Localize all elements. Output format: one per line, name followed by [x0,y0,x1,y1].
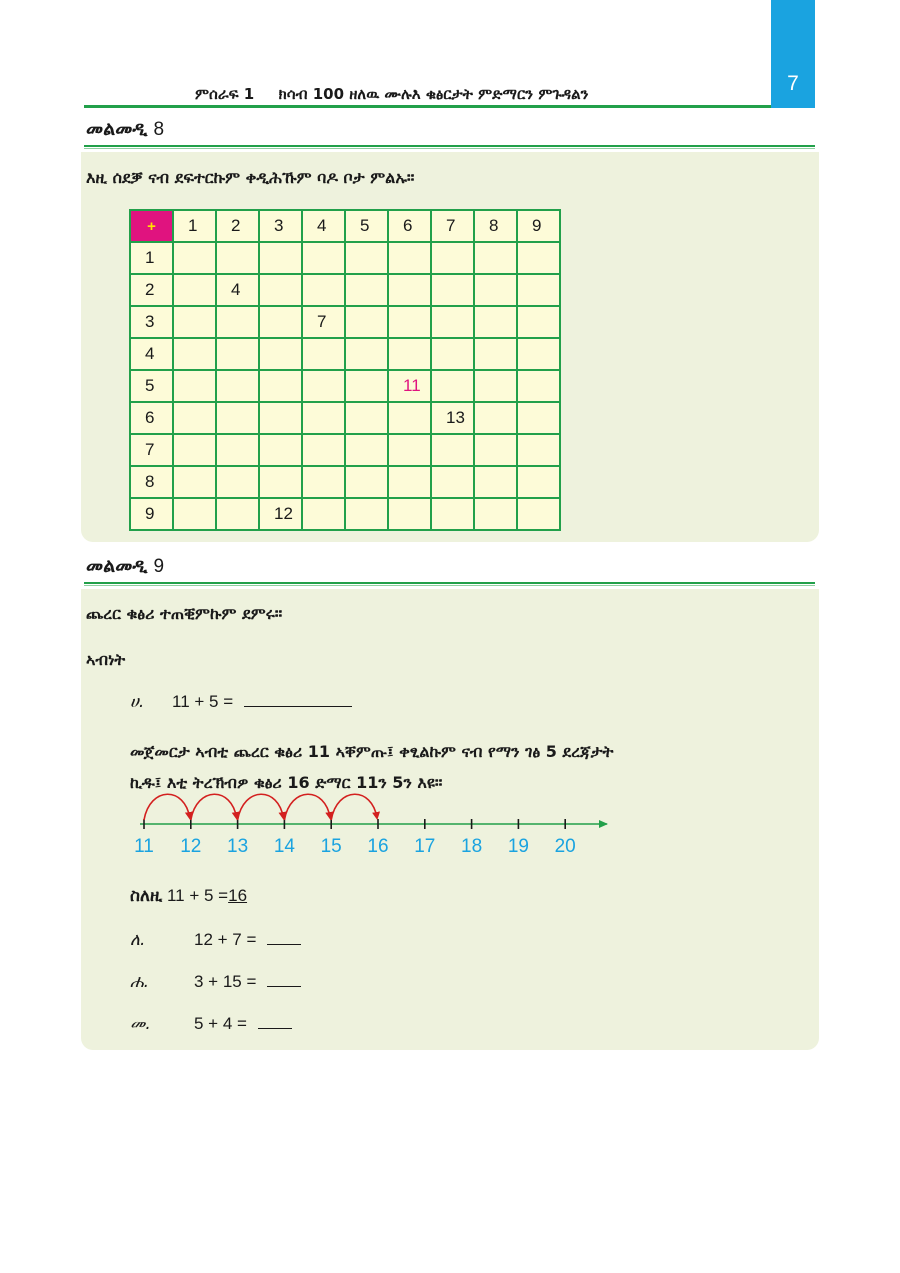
table-cell [302,274,345,306]
number-line-hop-arrow [284,794,330,820]
table-cell [517,338,560,370]
table-cell: 7 [302,306,345,338]
table-cell [173,434,216,466]
example8-heading-label: መልመዲ [86,118,148,140]
table-cell [474,434,517,466]
example8-instruction: እዚ ሰደቓ ናብ ደፍተርኩም ቀዲሕኹም ባዶ ቦታ ምልኡ። [86,168,415,187]
col-header: 8 [474,210,517,242]
table-cell [474,466,517,498]
table-cell [216,466,259,498]
table-cell [345,242,388,274]
table-cell [302,242,345,274]
explanation-line-2: ኪዱ፤ እቲ ትረኽብዎ ቁፅሪ 16 ድማር 11ን 5ን እዩ። [130,773,443,792]
exercise-expression: 12 + 7 = [194,930,257,949]
number-line-label: 20 [554,836,576,857]
exercise-expression: 5 + 4 = [194,1014,247,1033]
row-header: 1 [130,242,173,274]
table-cell [345,402,388,434]
addition-table-header-row [130,210,560,242]
example9-rule [84,582,815,586]
table-cell [388,306,431,338]
table-cell [431,498,474,530]
col-header: 4 [302,210,345,242]
row-header: 6 [130,402,173,434]
number-line-hops [144,794,377,820]
addition-table-row [130,434,560,466]
table-cell [388,434,431,466]
table-cell [173,242,216,274]
table-cell [302,370,345,402]
addition-table-row [130,370,560,402]
number-line-hop-arrow [144,794,190,820]
addition-table-row [130,306,560,338]
col-header: 9 [517,210,560,242]
table-cell: 12 [259,498,302,530]
table-cell [216,306,259,338]
worked-example-expression: 11 + 5 = [172,692,234,711]
example-label: ኣብነት [86,650,126,669]
addition-table-row [130,402,560,434]
running-header [195,85,589,103]
number-line-label: 18 [461,836,483,857]
table-cell [302,338,345,370]
table-cell [474,306,517,338]
table-cell [173,498,216,530]
table-cell: 4 [216,274,259,306]
table-cell [474,370,517,402]
exercise-item [130,972,301,992]
table-cell [431,274,474,306]
col-header: 1 [173,210,216,242]
table-cell [517,370,560,402]
table-cell [474,498,517,530]
addition-table-row [130,274,560,306]
table-cell [517,306,560,338]
answer-blank [267,944,301,945]
table-cell [517,434,560,466]
worked-example-label: ሀ. [130,692,145,712]
table-cell [259,466,302,498]
exercise-label: ለ. [130,930,146,950]
table-cell [216,242,259,274]
result-value: 16 [228,886,248,905]
addition-table-row [130,338,560,370]
table-cell [431,370,474,402]
table-cell [216,434,259,466]
explanation-line-1: መጀመርታ ኣብቲ ጨረር ቁፅሪ 11 ኣቐምጡ፤ ቀፂልኩም ናብ የማን ገፅ 5 ደረጃታት [130,742,614,761]
table-cell [259,402,302,434]
table-cell [216,370,259,402]
table-cell [388,498,431,530]
table-cell [302,466,345,498]
table-cell [388,466,431,498]
plus-corner-cell: + [130,210,173,242]
row-header: 3 [130,306,173,338]
number-line-hop-arrow [238,794,284,820]
worked-example [130,692,352,712]
table-cell [517,498,560,530]
table-cell [431,466,474,498]
number-line-label: 17 [414,836,436,857]
table-cell [173,466,216,498]
table-cell [431,338,474,370]
number-line-label: 14 [273,836,295,857]
table-cell [345,498,388,530]
result-line [130,886,247,906]
example9-heading-label: መልመዲ [86,555,148,577]
table-cell [302,434,345,466]
number-line-label: 19 [507,836,529,857]
table-cell [517,242,560,274]
table-cell [474,242,517,274]
answer-blank [244,706,352,707]
table-cell [259,338,302,370]
table-cell [345,370,388,402]
number-line-label: 15 [320,836,342,857]
table-cell [388,338,431,370]
number-line-hop-arrow [331,794,377,820]
number-line-label: 13 [227,836,249,857]
row-header: 4 [130,338,173,370]
result-expression: 11 + 5 = [166,886,229,905]
answer-blank [267,986,301,987]
col-header: 2 [216,210,259,242]
running-header-unit: ምሰራፍ 1 [195,85,255,103]
exercise-expression: 3 + 15 = [194,972,257,991]
table-cell [517,274,560,306]
example8-heading-number: 8 [153,119,165,140]
table-cell [474,274,517,306]
answer-blank [258,1028,292,1029]
table-cell: 11 [388,370,431,402]
page-number: 7 [787,72,799,95]
running-header-title: ክሳብ 100 ዘለዉ ሙሉእ ቁፅርታት ምድማርን ምጉዳልን [278,85,589,103]
table-cell [302,498,345,530]
example9-instruction: ጨረር ቁፅሪ ተጠቒምኩም ደምሩ። [86,604,283,623]
table-cell [345,466,388,498]
table-cell [431,306,474,338]
number-line [120,788,620,836]
table-cell [345,434,388,466]
addition-table-row [130,242,560,274]
table-cell [173,402,216,434]
exercise-item [130,930,301,950]
table-cell: 13 [431,402,474,434]
number-line-hop-arrow [191,794,237,820]
table-cell [517,466,560,498]
table-cell [431,434,474,466]
exercise-label: ሐ. [130,972,150,992]
number-line-label: 11 [134,836,154,857]
col-header: 3 [259,210,302,242]
table-cell [259,306,302,338]
table-cell [259,434,302,466]
result-prefix: ስለዚ [130,886,163,906]
example9-heading [86,555,164,578]
table-cell [345,338,388,370]
table-cell [474,338,517,370]
addition-table-row [130,498,560,530]
table-cell [302,402,345,434]
row-header: 2 [130,274,173,306]
example8-rule [84,145,815,149]
table-cell [388,402,431,434]
table-cell [431,242,474,274]
row-header: 7 [130,434,173,466]
table-cell [216,338,259,370]
table-cell [173,370,216,402]
table-cell [173,274,216,306]
number-line-label: 16 [367,836,389,857]
table-cell [345,306,388,338]
number-line-label: 12 [180,836,202,857]
table-cell [216,498,259,530]
table-cell [345,274,388,306]
row-header: 9 [130,498,173,530]
table-cell [517,402,560,434]
header-rule [84,105,771,108]
col-header: 5 [345,210,388,242]
table-cell [474,402,517,434]
addition-table [129,209,561,531]
table-cell [259,274,302,306]
table-cell [388,274,431,306]
exercise-label: መ. [130,1014,151,1034]
col-header: 6 [388,210,431,242]
table-cell [388,242,431,274]
table-cell [259,242,302,274]
table-cell [259,370,302,402]
example8-heading [86,118,164,141]
table-cell [216,402,259,434]
table-cell [173,306,216,338]
col-header: 7 [431,210,474,242]
row-header: 8 [130,466,173,498]
example9-heading-number: 9 [153,556,165,577]
exercise-item [130,1014,292,1034]
table-cell [173,338,216,370]
addition-table-row [130,466,560,498]
row-header: 5 [130,370,173,402]
